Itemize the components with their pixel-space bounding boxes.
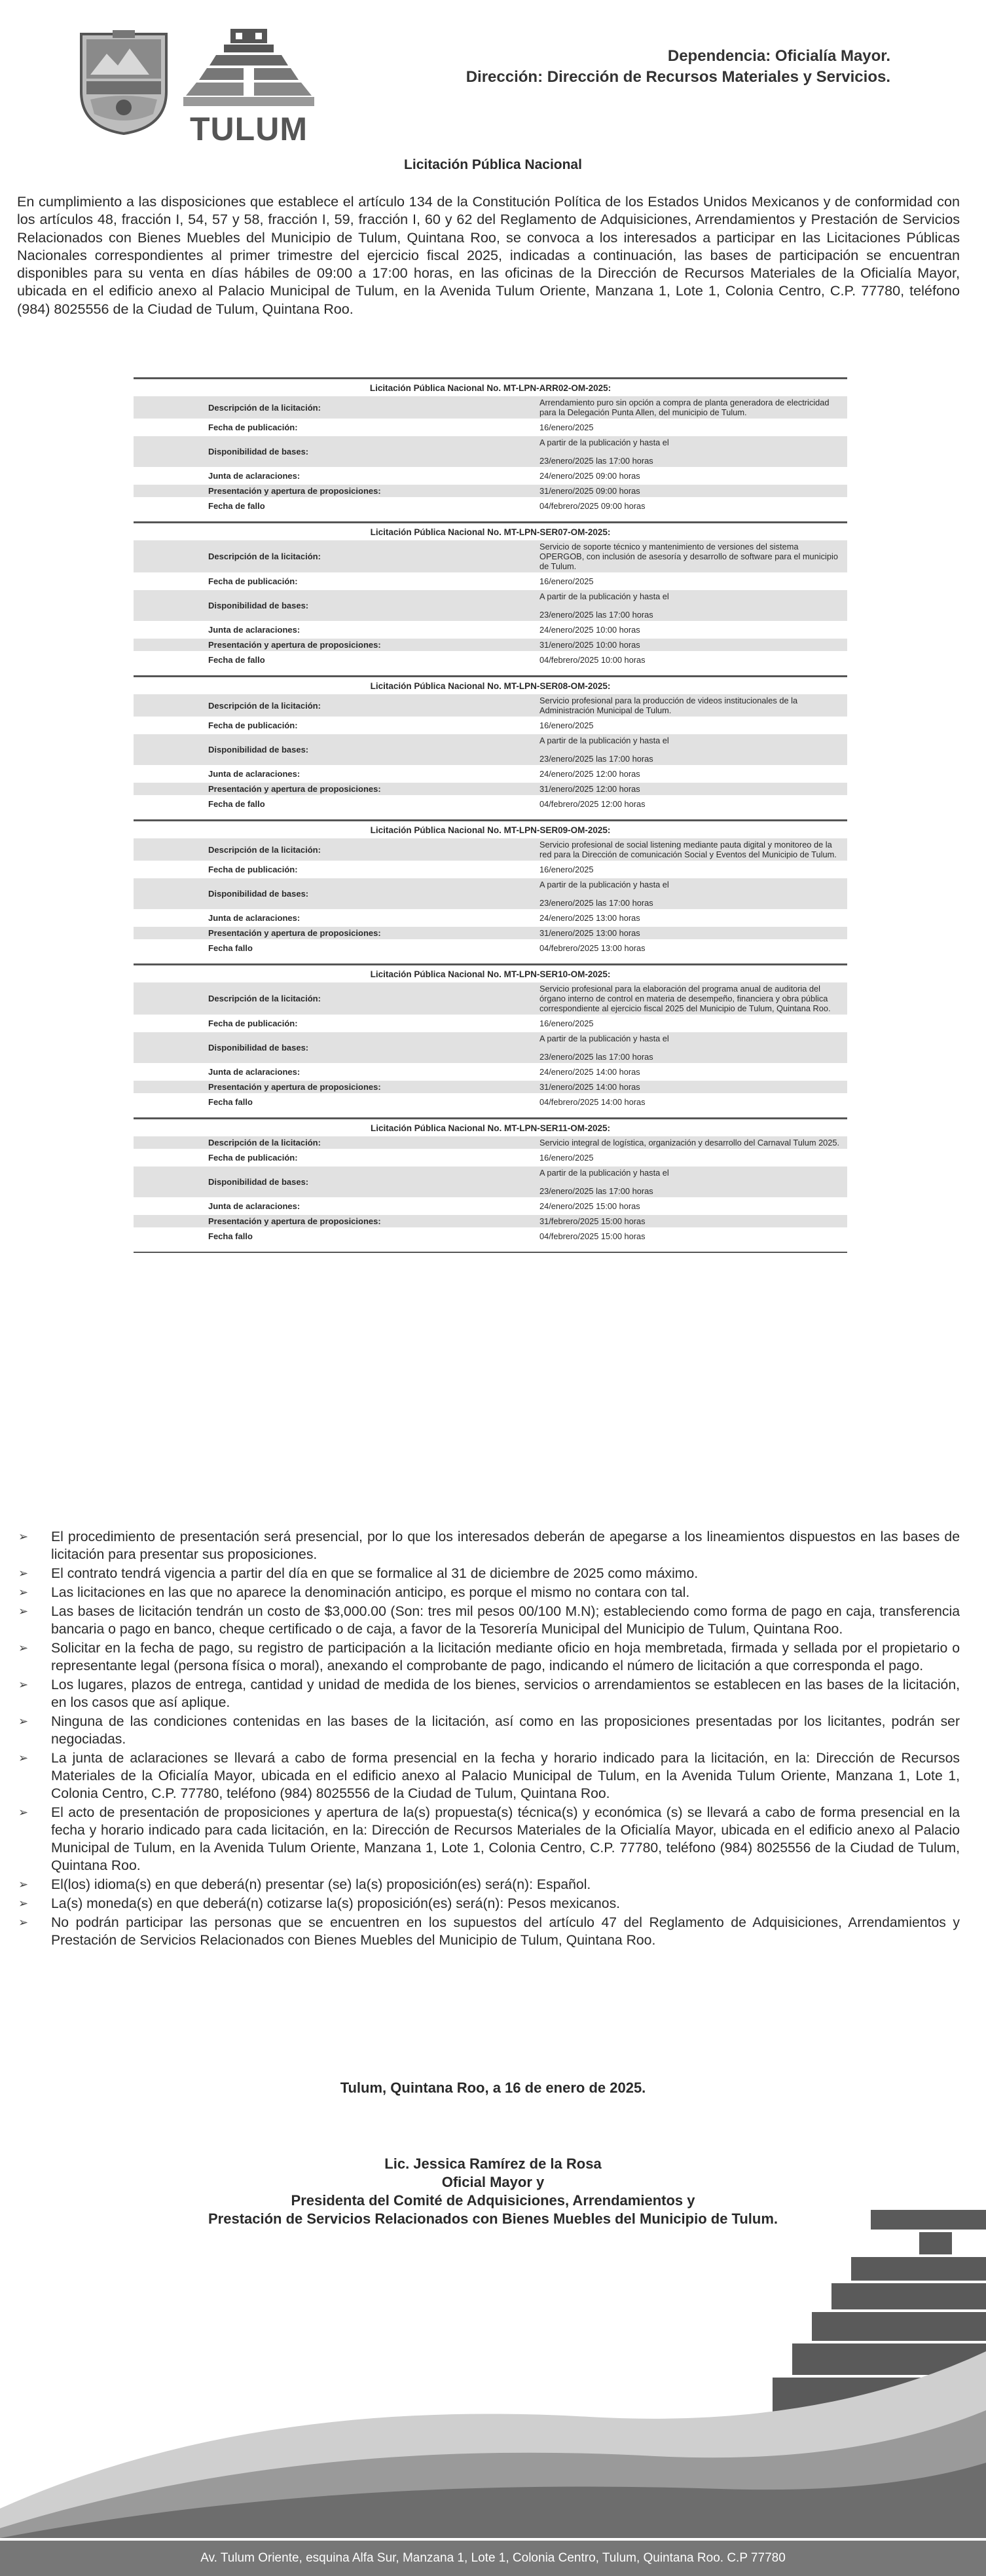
row-value-text: Servicio profesional para la producción de videos institucionales de la Administración Municipal de Tulum. xyxy=(539,696,798,715)
row-label: Disponibilidad de bases: xyxy=(208,447,309,457)
list-item-text: No podrán participar las personas que se encuentren en los supuestos del artículo 47 del Reglamento de Adquisiciones, Arrendamientos y Prestación de Servicios Relacionados con Bienes Muebles del Municipio de Tulum, Quintana Roo. xyxy=(51,1915,960,1948)
row-label: Junta de aclaraciones: xyxy=(208,1067,301,1077)
row-label: Disponibilidad de bases: xyxy=(208,889,309,899)
table-row xyxy=(134,798,847,810)
list-item xyxy=(17,1914,960,1949)
row-label: Fecha fallo xyxy=(208,1231,253,1241)
signer-title-2: Presidenta del Comité de Adquisiciones, Arrendamientos y xyxy=(291,2192,695,2209)
row-label: Fecha de publicación: xyxy=(208,865,298,874)
tulum-logo-text: TULUM xyxy=(190,111,308,147)
list-item-text: Ninguna de las condiciones contenidas en las bases de la licitación, así como en las proposiciones presentadas por los licitantes, podrán ser negociadas. xyxy=(51,1714,960,1747)
tulum-pyramid-logo-icon xyxy=(183,26,314,111)
table-row xyxy=(134,654,847,666)
row-label: Descripción de la licitación: xyxy=(208,700,321,711)
row-value-text: 04/febrero/2025 12:00 horas xyxy=(539,799,646,809)
table-row xyxy=(134,1136,847,1149)
row-value xyxy=(537,694,847,717)
table-row xyxy=(134,838,847,861)
licitacion-table xyxy=(134,963,847,1108)
row-value-text: Servicio profesional para la elaboración del programa anual de auditoria del órgano interno de control en materia de desempeño, financiera y obra pública correspondiente al ejercicio fiscal 2025 del Municipio de Tulum, Quintana Roo. xyxy=(539,984,831,1013)
row-value xyxy=(537,1200,847,1212)
row-value-text-2: 23/enero/2025 las 17:00 horas xyxy=(539,898,653,908)
row-value-text: 31/enero/2025 12:00 horas xyxy=(539,784,640,794)
row-value xyxy=(537,734,847,765)
row-value-text: A partir de la publicación y hasta el xyxy=(539,438,669,447)
row-value-text-2: 23/enero/2025 las 17:00 horas xyxy=(539,456,653,466)
table-row xyxy=(134,590,847,621)
row-value-text: A partir de la publicación y hasta el xyxy=(539,1168,669,1178)
arrow-bullet-icon: ➢ xyxy=(18,1916,29,1929)
table-row xyxy=(134,624,847,636)
row-value xyxy=(537,1032,847,1063)
row-value xyxy=(537,912,847,924)
table-row xyxy=(134,1032,847,1063)
row-value xyxy=(537,436,847,467)
row-label: Presentación y apertura de proposiciones: xyxy=(208,1082,381,1092)
row-value-text: 24/enero/2025 15:00 horas xyxy=(539,1201,640,1211)
row-value-text: 31/enero/2025 14:00 horas xyxy=(539,1082,640,1092)
row-label: Fecha de publicación: xyxy=(208,720,298,730)
licitacion-table xyxy=(134,1117,847,1242)
row-value-text: 24/enero/2025 12:00 horas xyxy=(539,769,640,779)
table-row xyxy=(134,1151,847,1164)
row-label: Fecha de fallo xyxy=(208,799,265,809)
arrow-bullet-icon: ➢ xyxy=(18,1567,29,1580)
row-label: Descripción de la licitación: xyxy=(208,402,321,413)
row-value xyxy=(537,768,847,780)
row-value-text: 16/enero/2025 xyxy=(539,865,594,874)
row-value xyxy=(537,575,847,588)
row-label: Disponibilidad de bases: xyxy=(208,1043,309,1053)
table-row xyxy=(134,500,847,512)
table-row xyxy=(134,927,847,939)
table-row xyxy=(134,436,847,467)
list-item xyxy=(17,1603,960,1638)
row-value xyxy=(537,624,847,636)
municipal-coat-of-arms-icon xyxy=(77,29,170,136)
place-date: Tulum, Quintana Roo, a 16 de enero de 2025. xyxy=(340,2080,646,2096)
list-item xyxy=(17,1528,960,1563)
row-value xyxy=(537,1017,847,1030)
row-label: Fecha de fallo xyxy=(208,655,265,665)
row-value-text: 04/febrero/2025 13:00 horas xyxy=(539,943,646,953)
conditions-list xyxy=(17,1528,960,1951)
arrow-bullet-icon: ➢ xyxy=(18,1897,29,1910)
row-value xyxy=(537,500,847,512)
list-item-text: Las licitaciones en las que no aparece la denominación anticipo, es porque el mismo no contara con tal. xyxy=(51,1585,690,1600)
row-value xyxy=(537,590,847,621)
row-label: Junta de aclaraciones: xyxy=(208,913,301,923)
row-value xyxy=(537,1167,847,1197)
list-item xyxy=(17,1713,960,1748)
arrow-bullet-icon: ➢ xyxy=(18,1806,29,1819)
row-label: Fecha de publicación: xyxy=(208,576,298,586)
row-value-text: A partir de la publicación y hasta el xyxy=(539,736,669,745)
table-row xyxy=(134,1017,847,1030)
table-row xyxy=(134,694,847,717)
table-row xyxy=(134,470,847,482)
row-label: Presentación y apertura de proposiciones: xyxy=(208,1216,381,1226)
licitacion-title: Licitación Pública Nacional No. MT-LPN-SER09-OM-2025: xyxy=(370,825,611,835)
row-value xyxy=(537,798,847,810)
list-item-text: El contrato tendrá vigencia a partir del día en que se formalice al 31 de diciembre de 2025 como máximo. xyxy=(51,1566,699,1581)
row-label: Descripción de la licitación: xyxy=(208,1138,321,1148)
licitacion-table xyxy=(134,521,847,666)
list-item xyxy=(17,1584,960,1601)
table-row xyxy=(134,768,847,780)
list-item xyxy=(17,1676,960,1711)
row-value-text: 31/enero/2025 10:00 horas xyxy=(539,640,640,650)
row-value xyxy=(537,838,847,861)
table-row xyxy=(134,1215,847,1227)
row-value-text: 31/enero/2025 09:00 horas xyxy=(539,486,640,496)
table-row xyxy=(134,1066,847,1078)
row-value xyxy=(537,878,847,909)
row-label: Disponibilidad de bases: xyxy=(208,1177,309,1187)
row-label: Junta de aclaraciones: xyxy=(208,1201,301,1211)
list-item-text: La junta de aclaraciones se llevará a cabo de forma presencial en la fecha y horario indicado para la licitación, en la: Dirección de Recursos Materiales de la Oficialía Mayor, ubicada en el edificio anexo al Palacio Municipal de Tulum, en la Avenida Tulum Oriente, Manzana 1, Lote 1, Colonia Centro, C.P. 77780, teléfono (984) 8025556 de la Ciudad de Tulum, Quintana Roo. xyxy=(51,1751,960,1801)
row-label: Presentación y apertura de proposiciones: xyxy=(208,486,381,496)
row-label: Presentación y apertura de proposiciones: xyxy=(208,784,381,794)
row-label: Fecha de publicación: xyxy=(208,1153,298,1163)
row-value xyxy=(537,1066,847,1078)
row-value xyxy=(537,1081,847,1093)
table-row xyxy=(134,734,847,765)
list-item-text: La(s) moneda(s) en que deberá(n) cotizarse la(s) proposición(es) será(n): Pesos mexicanos. xyxy=(51,1896,621,1911)
licitacion-title: Licitación Pública Nacional No. MT-LPN-SER11-OM-2025: xyxy=(370,1123,611,1133)
row-value-text: 16/enero/2025 xyxy=(539,720,594,730)
row-value-text: A partir de la publicación y hasta el xyxy=(539,591,669,601)
row-value-text: Arrendamiento puro sin opción a compra de planta generadora de electricidad para la Delegación Punta Allen, del municipio de Tulum. xyxy=(539,398,830,417)
licitacion-title: Licitación Pública Nacional No. MT-LPN-SER08-OM-2025: xyxy=(370,681,611,691)
row-value xyxy=(537,485,847,497)
table-row xyxy=(134,783,847,795)
row-label: Junta de aclaraciones: xyxy=(208,471,301,481)
row-value-text: A partir de la publicación y hasta el xyxy=(539,1034,669,1043)
list-item-text: Las bases de licitación tendrán un costo de $3,000.00 (Son: tres mil pesos 00/100 M.N); estableciendo como forma de pago en caja, transferencia bancaria o pago en banco, cheque certificado o de caja, a favor de la Tesorería Municipal del Municipio de Tulum, Quintana Roo. xyxy=(51,1604,960,1637)
list-item-text: Solicitar en la fecha de pago, su registro de participación a la licitación mediante oficio en hoja membretada, firmada y sellada por el propietario o representante legal (persona física o moral), anexando el comprobante de pago, indicando el número de licitación a que corresponda el pago. xyxy=(51,1641,960,1673)
row-label: Junta de aclaraciones: xyxy=(208,769,301,779)
table-row xyxy=(134,639,847,651)
row-value-text: Servicio integral de logística, organización y desarrollo del Carnaval Tulum 2025. xyxy=(539,1138,840,1148)
table-row xyxy=(134,540,847,572)
row-value-text-2: 23/enero/2025 las 17:00 horas xyxy=(539,1186,653,1196)
row-label: Presentación y apertura de proposiciones: xyxy=(208,640,381,650)
row-value xyxy=(537,1151,847,1164)
dependencia-label: Dependencia: Oficialía Mayor. xyxy=(667,47,890,65)
table-row xyxy=(134,575,847,588)
signer-title-3: Prestación de Servicios Relacionados con Bienes Muebles del Municipio de Tulum. xyxy=(208,2211,778,2227)
table-row xyxy=(134,942,847,954)
row-value-text: 24/enero/2025 09:00 horas xyxy=(539,471,640,481)
table-row xyxy=(134,1167,847,1197)
table-row xyxy=(134,863,847,876)
arrow-bullet-icon: ➢ xyxy=(18,1878,29,1891)
row-value xyxy=(537,1096,847,1108)
row-value xyxy=(537,540,847,572)
footer-address: Av. Tulum Oriente, esquina Alfa Sur, Manzana 1, Lote 1, Colonia Centro, Tulum, Quintana Roo. C.P 77780 xyxy=(0,2541,986,2576)
row-value xyxy=(537,1136,847,1149)
row-value xyxy=(537,942,847,954)
arrow-bullet-icon: ➢ xyxy=(18,1715,29,1728)
row-value-text: 16/enero/2025 xyxy=(539,1153,594,1163)
decorative-pyramid-waves xyxy=(0,2201,986,2538)
table-row xyxy=(134,1081,847,1093)
list-item xyxy=(17,1895,960,1913)
arrow-bullet-icon: ➢ xyxy=(18,1678,29,1691)
row-value-text: 16/enero/2025 xyxy=(539,1018,594,1028)
direccion-label: Dirección: Dirección de Recursos Materiales y Servicios. xyxy=(466,68,890,86)
row-value-text-2: 23/enero/2025 las 17:00 horas xyxy=(539,1052,653,1062)
list-item xyxy=(17,1804,960,1875)
licitacion-title: Licitación Pública Nacional No. MT-LPN-ARR02-OM-2025: xyxy=(369,383,612,393)
row-value xyxy=(537,421,847,434)
table-row xyxy=(134,1200,847,1212)
row-label: Disponibilidad de bases: xyxy=(208,745,309,755)
row-value-text: Servicio profesional de social listening mediante pauta digital y monitoreo de la red para la Dirección de comunicación Social y Eventos del Municipio de Tulum. xyxy=(539,840,837,859)
list-item xyxy=(17,1876,960,1894)
row-label: Fecha fallo xyxy=(208,943,253,953)
row-value-text: 31/enero/2025 13:00 horas xyxy=(539,928,640,938)
row-value xyxy=(537,396,847,419)
arrow-bullet-icon: ➢ xyxy=(18,1641,29,1654)
list-item-text: El procedimiento de presentación será presencial, por lo que los interesados deberán de apegarse a los lineamientos dispuestos en las bases de licitación para presentar sus proposiciones. xyxy=(51,1529,960,1562)
row-value xyxy=(537,863,847,876)
page-header xyxy=(0,0,986,151)
table-row xyxy=(134,421,847,434)
row-value xyxy=(537,1215,847,1227)
row-label: Junta de aclaraciones: xyxy=(208,625,301,635)
row-value xyxy=(537,470,847,482)
licitaciones-list xyxy=(134,377,847,1253)
row-value xyxy=(537,639,847,651)
row-value-text: A partir de la publicación y hasta el xyxy=(539,880,669,889)
signer-title-1: Oficial Mayor y xyxy=(441,2174,545,2190)
licitacion-table xyxy=(134,819,847,954)
list-item-text: El acto de presentación de proposiciones y apertura de la(s) propuesta(s) técnica(s) y económica (s) se llevará a cabo de forma presencial en la fecha y horario indicado para cada licitación, en la: Dirección de Recursos Materiales de la Oficialía Mayor, ubicada en el edificio anexo al Palacio Municipal de Tulum, en la Avenida Tulum Oriente, Manzana 1, Lote 1, Colonia Centro, C.P. 77780, teléfono (984) 8025556 de la Ciudad de Tulum, Quintana Roo. xyxy=(51,1805,960,1873)
list-item xyxy=(17,1639,960,1675)
row-label: Fecha fallo xyxy=(208,1097,253,1107)
row-value-text: 16/enero/2025 xyxy=(539,422,594,432)
list-item-text: Los lugares, plazos de entrega, cantidad y unidad de medida de los bienes, servicios o arrendamientos se establecen en las bases de la licitación, en los casos que así aplique. xyxy=(51,1677,960,1710)
arrow-bullet-icon: ➢ xyxy=(18,1751,29,1764)
list-item xyxy=(17,1749,960,1802)
row-label: Fecha de fallo xyxy=(208,501,265,511)
row-value-text: 24/enero/2025 10:00 horas xyxy=(539,625,640,635)
arrow-bullet-icon: ➢ xyxy=(18,1605,29,1618)
licitacion-table xyxy=(134,377,847,512)
intro-paragraph: En cumplimiento a las disposiciones que establece el artículo 134 de la Constitución Política de los Estados Unidos Mexicanos y de conformidad con los artículos 48, fracción I, 54, 57 y 58, fracción I, 59, fracción I, 60 y 62 del Reglamento de Adquisiciones, Arrendamientos y Prestación de Servicios Relacionados con Bienes Muebles del Municipio de Tulum, Quintana Roo, se convoca a los interesados a participar en las Licitaciones Públicas Nacionales correspondientes al primer trimestre del ejercicio fiscal 2025, indicadas a continuación, las bases de participación se encuentran disponibles para su venta en días hábiles de 09:00 a 17:00 horas, en las oficinas de la Dirección de Recursos Materiales de la Oficialía Mayor, ubicada en el edificio anexo al Palacio Municipal de Tulum, en la Avenida Tulum Oriente, Manzana 1, Lote 1, Colonia Centro, C.P. 77780, teléfono (984) 8025556 de la Ciudad de Tulum, Quintana Roo. xyxy=(17,193,960,317)
row-value xyxy=(537,654,847,666)
row-label: Fecha de publicación: xyxy=(208,1018,298,1028)
row-value-text: 04/febrero/2025 15:00 horas xyxy=(539,1231,646,1241)
row-label: Presentación y apertura de proposiciones: xyxy=(208,928,381,938)
row-value-text: 31/febrero/2025 15:00 horas xyxy=(539,1216,646,1226)
table-row xyxy=(134,878,847,909)
row-label: Disponibilidad de bases: xyxy=(208,601,309,610)
row-value-text: 24/enero/2025 13:00 horas xyxy=(539,913,640,923)
table-row xyxy=(134,912,847,924)
row-value-text: 16/enero/2025 xyxy=(539,576,594,586)
table-row xyxy=(134,719,847,732)
table-row xyxy=(134,1096,847,1108)
row-value-text: 04/febrero/2025 09:00 horas xyxy=(539,501,646,511)
signer-name: Lic. Jessica Ramírez de la Rosa xyxy=(384,2156,602,2172)
table-row xyxy=(134,485,847,497)
list-item xyxy=(17,1565,960,1582)
licitacion-title: Licitación Pública Nacional No. MT-LPN-SER10-OM-2025: xyxy=(370,969,611,979)
row-value-text: Servicio de soporte técnico y mantenimiento de versiones del sistema OPERGOB, con inclusión de asesoría y desarrollo de software para el municipio de Tulum. xyxy=(539,542,838,571)
row-value-text: 04/febrero/2025 10:00 horas xyxy=(539,655,646,665)
row-value xyxy=(537,927,847,939)
row-value-text-2: 23/enero/2025 las 17:00 horas xyxy=(539,754,653,764)
table-end-rule xyxy=(134,1252,847,1253)
row-value xyxy=(537,719,847,732)
arrow-bullet-icon: ➢ xyxy=(18,1586,29,1599)
arrow-bullet-icon: ➢ xyxy=(18,1530,29,1543)
table-row xyxy=(134,982,847,1015)
licitacion-title: Licitación Pública Nacional No. MT-LPN-SER07-OM-2025: xyxy=(370,527,611,537)
list-item-text: El(los) idioma(s) en que deberá(n) presentar (se) la(s) proposición(es) será(n): Español. xyxy=(51,1877,591,1892)
page-title: Licitación Pública Nacional xyxy=(404,157,582,172)
tulum-logo xyxy=(183,26,314,147)
row-value-text: 24/enero/2025 14:00 horas xyxy=(539,1067,640,1077)
row-label: Descripción de la licitación: xyxy=(208,551,321,561)
row-value xyxy=(537,1230,847,1242)
department-block xyxy=(466,46,890,88)
row-value xyxy=(537,783,847,795)
row-value-text-2: 23/enero/2025 las 17:00 horas xyxy=(539,610,653,620)
row-label: Descripción de la licitación: xyxy=(208,844,321,855)
table-row xyxy=(134,1230,847,1242)
row-label: Descripción de la licitación: xyxy=(208,994,321,1003)
row-label: Fecha de publicación: xyxy=(208,422,298,432)
licitacion-table xyxy=(134,675,847,810)
row-value xyxy=(537,982,847,1015)
table-row xyxy=(134,396,847,419)
row-value-text: 04/febrero/2025 14:00 horas xyxy=(539,1097,646,1107)
